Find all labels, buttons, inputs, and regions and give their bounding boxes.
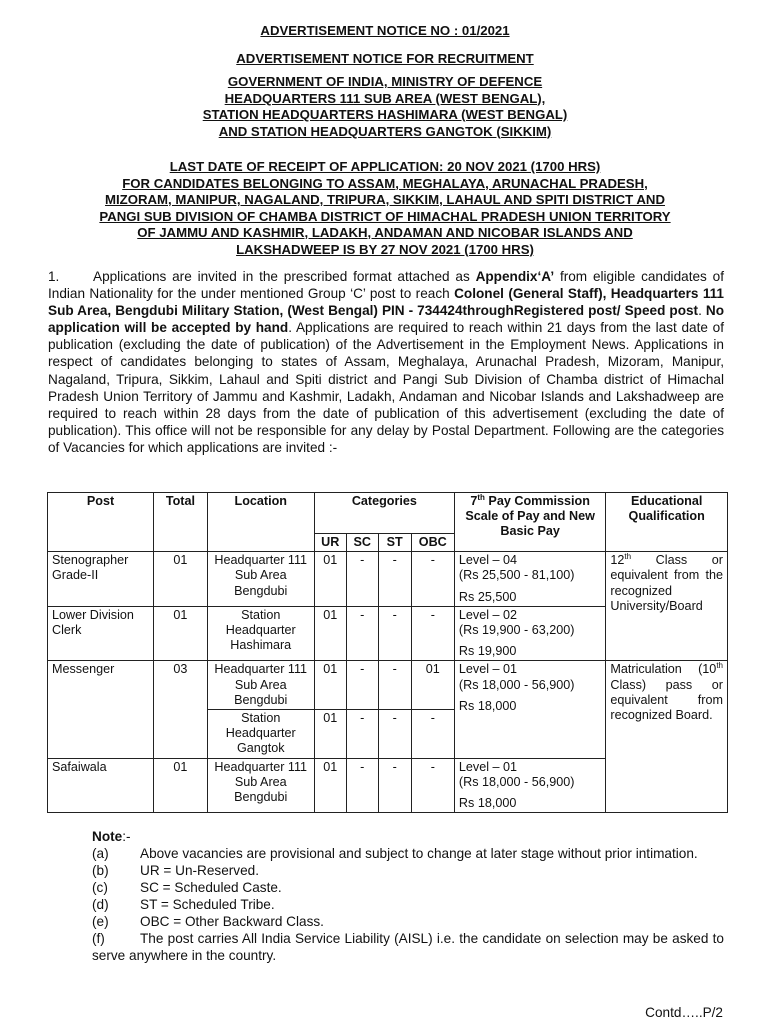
header-pay-pre: 7 xyxy=(470,494,478,508)
note-text: Above vacancies are provisional and subject to change at later stage without prior intimation. xyxy=(140,846,698,861)
cell-total: 01 xyxy=(154,552,208,607)
note-label: (c) xyxy=(92,880,108,895)
cell-post: Lower Division Clerk xyxy=(48,606,154,661)
para-text: . Applications are required to reach within 21 days from the last date of publication (excluding the date of publication) of the Advertisement in the Employment News. Applications in respect of candidates belonging to states of Assam, Meghalaya, Arunachal Pradesh, Mizoram, Manipur, Nagaland, Tripura, Sikkim, Lahaul and Spiti district and Pangi Sub Division of Chamba district of Himachal Pradesh Union Territory of Jammu and Kashmir, Ladakh, Andaman and Nicobar Islands and Lakshadweep are required to reach within 28 days from the date of publication of this advertisement (excluding the date of publication). This office will not be responsible for any delay by Postal Department. Following are the categories of Vacancies for which applications are invited :- xyxy=(48,320,724,455)
header-pay-post: Pay Commission Scale of Pay and New Basic Pay xyxy=(465,494,595,539)
note-text: UR = Un-Reserved. xyxy=(140,863,259,878)
note-text: The post carries All India Service Liability (AISL) i.e. the candidate on selection may be asked to serve anywhere in the country. xyxy=(92,931,724,963)
para-bold-address: Colonel (General Staff), Headquarters 111 Sub Area, Bengdubi Military Station, (West Bengal) PIN - 734424throughRegistered post/ Speed post xyxy=(48,286,724,319)
para-text: from eligible candidates of Indian Nationality for the under mentioned Group ‘C’ post to reach xyxy=(48,269,724,302)
para-text: . xyxy=(698,303,706,319)
note-item xyxy=(92,913,724,930)
org-line: STATION HEADQUARTERS HASHIMARA (WEST BENGAL) xyxy=(202,107,568,122)
header-education: Educational Qualification xyxy=(606,493,728,552)
pay-level: Level – 02 xyxy=(458,607,518,622)
org-line: AND STATION HEADQUARTERS GANGTOK (SIKKIM) xyxy=(218,123,552,139)
note-label: (d) xyxy=(92,897,109,912)
header-st: ST xyxy=(378,534,411,552)
notes-title: Note xyxy=(92,829,123,844)
cell-sc: - xyxy=(346,661,378,710)
cell-total: 03 xyxy=(154,661,208,758)
notice-title: ADVERTISEMENT NOTICE FOR RECRUITMENT xyxy=(236,51,534,66)
note-item xyxy=(92,896,724,913)
cell-st: - xyxy=(378,758,411,813)
header-pay-sup: th xyxy=(477,492,485,502)
note-text: OBC = Other Backward Class. xyxy=(140,914,324,929)
para-text: Applications are invited in the prescribed format attached as xyxy=(93,269,476,284)
edu-text: Matriculation (10 xyxy=(610,662,717,677)
table-row xyxy=(48,552,728,607)
notes-heading xyxy=(92,828,724,845)
cell-obc: - xyxy=(411,710,454,759)
header-total: Total xyxy=(154,493,208,552)
edu-text: 12 xyxy=(610,553,625,568)
pay-range: (Rs 19,900 - 63,200) xyxy=(458,623,575,638)
header-sc: SC xyxy=(346,534,378,552)
notice-number: ADVERTISEMENT NOTICE NO : 01/2021 xyxy=(260,23,510,38)
last-date-line: FOR CANDIDATES BELONGING TO ASSAM, MEGHALAYA, ARUNACHAL PRADESH, xyxy=(122,175,648,191)
cell-location: Headquarter 111 Sub Area Bengdubi xyxy=(207,661,314,710)
pay-basic: Rs 18,000 xyxy=(458,698,517,713)
note-item xyxy=(92,879,724,896)
pay-basic: Rs 18,000 xyxy=(458,796,517,811)
cell-post: Messenger xyxy=(48,661,154,758)
cell-post: Stenographer Grade-II xyxy=(48,552,154,607)
cell-total: 01 xyxy=(154,606,208,661)
cell-ur: 01 xyxy=(314,552,346,607)
paragraph-1 xyxy=(48,268,724,456)
edu-sup: th xyxy=(716,661,723,671)
cell-pay xyxy=(454,661,605,758)
header-location: Location xyxy=(207,493,314,552)
cell-obc: - xyxy=(411,606,454,661)
cell-sc: - xyxy=(346,606,378,661)
cell-sc: - xyxy=(346,758,378,813)
pay-level: Level – 04 xyxy=(458,553,518,568)
edu-sup: th xyxy=(624,552,632,562)
edu-text: Class) pass or equivalent from recognized Board. xyxy=(610,677,723,723)
cell-pay xyxy=(454,758,605,813)
cell-st: - xyxy=(378,606,411,661)
note-item xyxy=(92,930,724,964)
cell-location: Station Headquarter Gangtok xyxy=(207,710,314,759)
cell-ur: 01 xyxy=(314,606,346,661)
cell-location: Station Headquarter Hashimara xyxy=(207,606,314,661)
edu-text: Class or equivalent from the recognized University/Board xyxy=(610,553,723,613)
para-bold-no-hand: No application will be accepted by hand xyxy=(48,303,725,336)
cell-ur: 01 xyxy=(314,661,346,710)
cell-education xyxy=(606,552,728,661)
org-line: HEADQUARTERS 111 SUB AREA (WEST BENGAL), xyxy=(224,90,546,106)
notes-title-suffix: :- xyxy=(122,829,131,844)
note-label: (f) xyxy=(92,931,105,946)
vacancy-table xyxy=(47,492,728,813)
cell-total: 01 xyxy=(154,758,208,813)
continued-marker: Contd…..P/2 xyxy=(645,1005,723,1020)
last-date-line: OF JAMMU AND KASHMIR, LADAKH, ANDAMAN AND NICOBAR ISLANDS AND xyxy=(137,225,633,240)
note-label: (e) xyxy=(92,914,109,929)
header-categories: Categories xyxy=(314,493,454,534)
pay-range: (Rs 25,500 - 81,100) xyxy=(458,568,575,583)
pay-level: Level – 01 xyxy=(458,662,518,677)
cell-obc: - xyxy=(411,552,454,607)
para-bold-appendix: Appendix‘A’ xyxy=(475,269,555,284)
cell-obc: - xyxy=(411,758,454,813)
cell-location: Headquarter 111 Sub Area Bengdubi xyxy=(207,552,314,607)
note-item xyxy=(92,845,724,862)
header-pay xyxy=(454,493,605,552)
cell-location: Headquarter 111 Sub Area Bengdubi xyxy=(207,758,314,813)
cell-ur: 01 xyxy=(314,758,346,813)
cell-sc: - xyxy=(346,710,378,759)
cell-pay xyxy=(454,552,605,607)
pay-range: (Rs 18,000 - 56,900) xyxy=(458,677,575,692)
pay-level: Level – 01 xyxy=(458,759,518,774)
note-text: SC = Scheduled Caste. xyxy=(140,880,282,895)
cell-post: Safaiwala xyxy=(48,758,154,813)
table-header-row xyxy=(48,493,728,534)
notes-section xyxy=(92,828,724,964)
table-row xyxy=(48,661,728,710)
cell-st: - xyxy=(378,710,411,759)
cell-st: - xyxy=(378,661,411,710)
cell-sc: - xyxy=(346,552,378,607)
pay-basic: Rs 19,900 xyxy=(458,644,517,659)
note-item xyxy=(92,862,724,879)
organization-block xyxy=(0,74,770,140)
cell-pay xyxy=(454,606,605,661)
pay-basic: Rs 25,500 xyxy=(458,589,517,604)
org-line: GOVERNMENT OF INDIA, MINISTRY OF DEFENCE xyxy=(227,74,543,89)
cell-obc: 01 xyxy=(411,661,454,710)
header-post: Post xyxy=(48,493,154,552)
last-date-block xyxy=(0,159,770,258)
header-ur: UR xyxy=(314,534,346,552)
last-date-line: MIZORAM, MANIPUR, NAGALAND, TRIPURA, SIKKIM, LAHAUL AND SPITI DISTRICT AND xyxy=(105,192,665,207)
header-obc: OBC xyxy=(411,534,454,552)
last-date-line: LAKSHADWEEP IS BY 27 NOV 2021 (1700 HRS) xyxy=(236,241,534,257)
pay-range: (Rs 18,000 - 56,900) xyxy=(458,774,575,789)
paragraph-number: 1. xyxy=(48,269,60,284)
cell-st: - xyxy=(378,552,411,607)
note-text: ST = Scheduled Tribe. xyxy=(140,897,275,912)
last-date-line: PANGI SUB DIVISION OF CHAMBA DISTRICT OF HIMACHAL PRADESH UNION TERRITORY xyxy=(99,208,671,224)
note-label: (a) xyxy=(92,846,109,861)
note-label: (b) xyxy=(92,863,109,878)
last-date-line: LAST DATE OF RECEIPT OF APPLICATION: 20 NOV 2021 (1700 HRS) xyxy=(169,159,601,174)
cell-ur: 01 xyxy=(314,710,346,759)
cell-education xyxy=(606,661,728,813)
